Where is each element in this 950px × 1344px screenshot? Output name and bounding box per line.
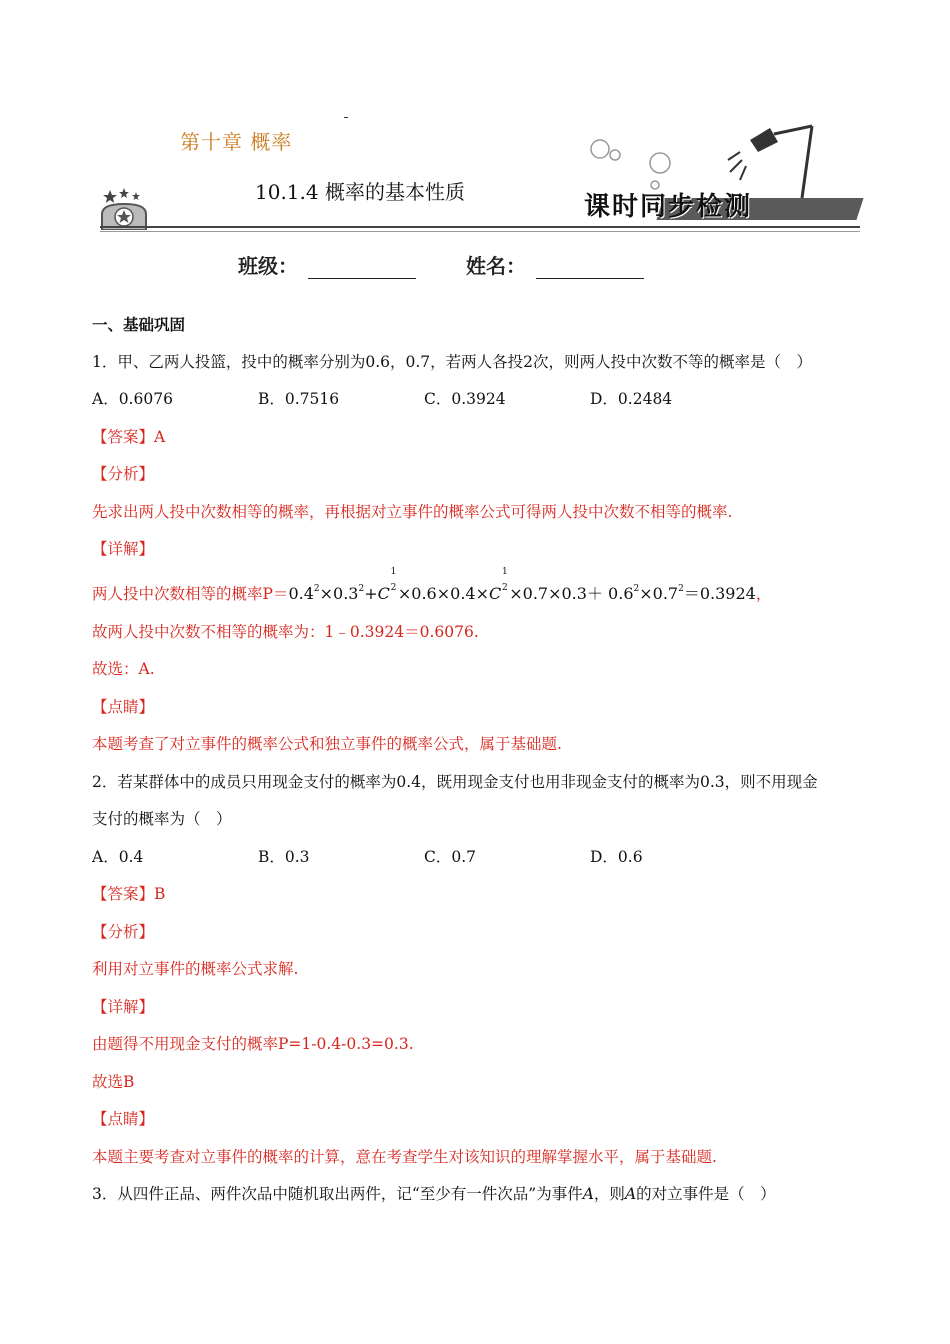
q2-option-b: B．0.3 [258,847,310,866]
q1-comment: 本题考查了对立事件的概率公式和独立事件的概率公式，属于基础题. [92,735,562,753]
q3-stem: 3．从四件正品、两件次品中随机取出两件，记“至少有一件次品”为事件A，则A的对立事件是（ ） [92,1185,776,1203]
q1-formula: 两人投中次数相等的概率$P=0.4^2\times 0.3^2+C$ 1 2 ×0.6×0.4×C 1 2 $\times 0.7\times 0.3+ 0.6^2\times 0.7^2=0.3924$， [92,566,772,603]
q1-comment-label: 【点睛】 [92,697,155,716]
q1-options [92,381,872,419]
header-divider [100,226,860,232]
q1-stem: 1．甲、乙两人投篮，投中的概率分别为0.6，0.7，若两人各投2次，则两人投中次数不等的概率是（ ） [92,352,813,371]
q2-option-a: A．0.4 [92,847,144,866]
class-label: 班级： [238,254,298,278]
q1-analysis: 先求出两人投中次数相等的概率，再根据对立事件的概率公式可得两人投中次数不相等的概率. [92,502,733,521]
part-title: 一、基础巩固 [92,315,186,334]
banner-title: 课时同步检测 [584,192,753,222]
q2-choice: 故选B [92,1072,135,1091]
q2-option-c: C．0.7 [424,847,477,866]
class-field[interactable] [308,258,416,279]
q1-option-d: D．0.2484 [590,390,673,408]
q3-event-var: A [582,1185,594,1203]
q2-comment-label: 【点睛】 [92,1110,155,1128]
q2-stem-line2: 支付的概率为（ ） [92,810,232,828]
q1-detail-label: 【详解】 [92,540,155,558]
header-mark [344,117,348,118]
q2-detail-label: 【详解】 [92,997,155,1016]
section-title: 10.1.4 概率的基本性质 [255,180,465,204]
q1-option-a: A．0.6076 [92,390,173,408]
q2-analysis-label: 【分析】 [92,922,155,941]
q1-detail-prefix: 两人投中次数相等的概率P＝ [92,584,289,603]
q2-options [92,839,872,877]
student-info-row [238,250,644,279]
q2-analysis: 利用对立事件的概率公式求解. [92,960,299,978]
name-label: 姓名： [466,254,526,278]
q2-option-d: D．0.6 [590,847,643,866]
name-field[interactable] [536,258,644,279]
q2-answer: 【答案】B [92,885,166,903]
q1-option-b: B．0.7516 [258,390,340,408]
q1-analysis-label: 【分析】 [92,465,155,483]
q2-stem-line1: 2．若某群体中的成员只用现金支付的概率为0.4，既用现金支付也用非现金支付的概率为0.3，则不用现金 [92,772,818,791]
q2-comment: 本题主要考查对立事件的概率的计算，意在考查学生对该知识的理解掌握水平，属于基础题. [92,1147,717,1166]
q1-choice: 故选：A. [92,660,155,678]
q1-answer: 【答案】A [92,427,166,446]
chapter-title: 第十章 概率 [180,130,293,154]
star-badge-icon [98,186,150,230]
q1-option-c: C．0.3924 [424,390,506,408]
document-body [92,306,872,1214]
q1-detail-2: 故两人投中次数不相等的概率为：1﹣0.3924＝0.6076. [92,622,479,641]
q2-detail: 由题得不用现金支付的概率P=1-0.4-0.3=0.3. [92,1035,414,1053]
q1-formula-body: $0.4^2\times 0.3^2+C$ 1 2 ×0.6×0.4×C 1 2 $\times 0.7\times 0.3+ 0.6^2\times 0.7^2=0.3924$ [288,566,756,603]
